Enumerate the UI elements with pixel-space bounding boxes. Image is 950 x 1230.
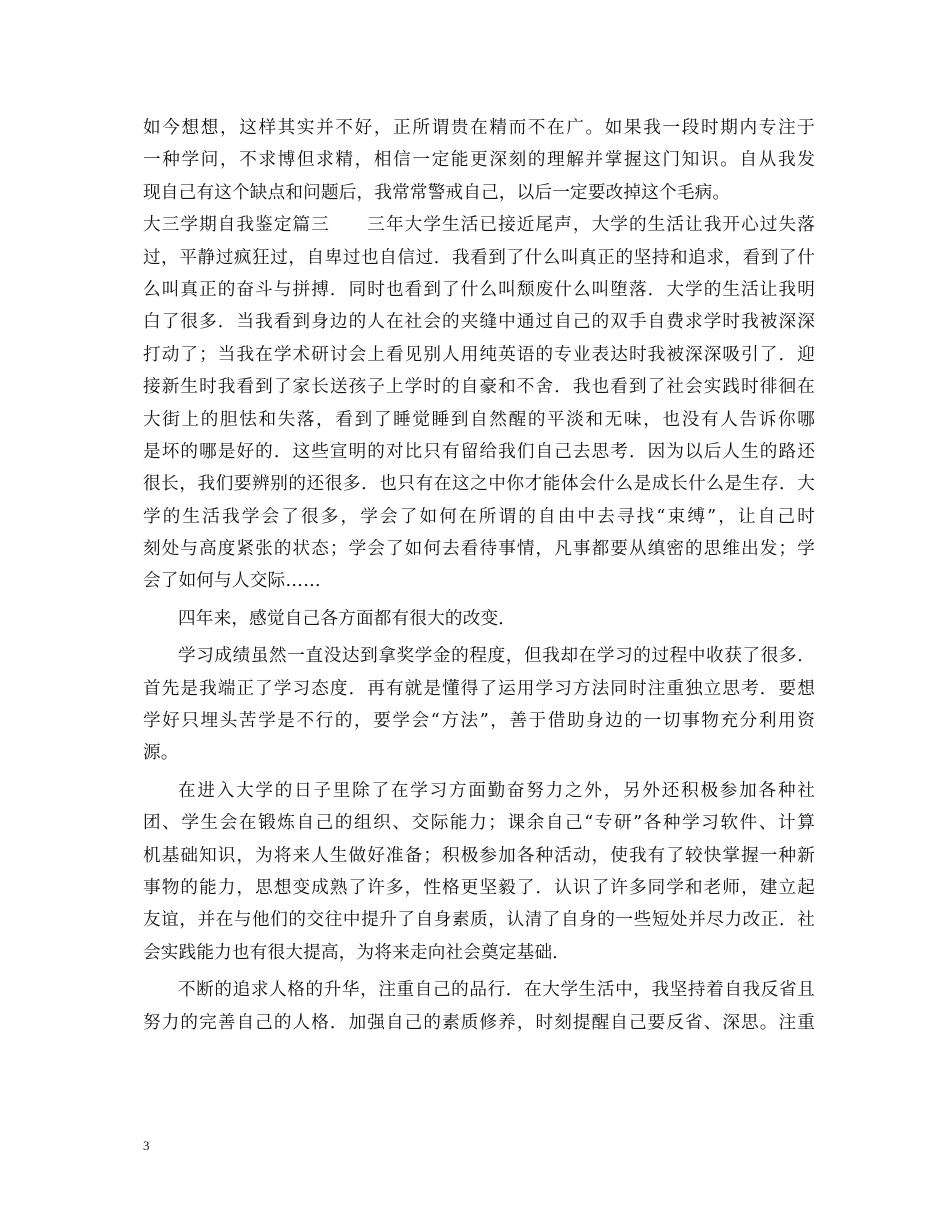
text-line: 是坏的哪是好的．这些宣明的对比只有留给我们自己去思考．因为以后人生的路还 (143, 441, 815, 462)
text-line: 很长，我们要辨别的还很多．也只有在这之中你才能体会什么是成长什么是生存．大 (143, 474, 815, 495)
document-body (143, 112, 815, 1039)
text-line: 大三学期自我鉴定篇三 三年大学生活已接近尾声，大学的生活让我开心过失落 (143, 215, 815, 236)
text-line: 源。 (143, 743, 179, 764)
text-line: 如今想想，这样其实并不好，正所谓贵在精而不在广。如果我一段时期内专注于 (143, 118, 815, 138)
text-line: 现自己有这个缺点和问题后，我常常警戒自己，以后一定要改掉这个毛病。 (143, 182, 731, 203)
text-line: 机基础知识，为将来人生做好准备；积极参加各种活动，使我有了较快掌握一种新 (143, 845, 815, 866)
text-line: 学好只埋头苦学是不行的，要学会“方法”，善于借助身边的一切事物充分利用资 (143, 711, 815, 732)
text-line: 过，平静过疯狂过，自卑过也自信过．我看到了什么叫真正的坚持和追求，看到了什 (143, 247, 815, 268)
text-line: 打动了；当我在学术研讨会上看见别人用纯英语的专业表达时我被深深吸引了．迎 (143, 344, 815, 365)
text-line: 在进入大学的日子里除了在学习方面勤奋努力之外，另外还积极参加各种社 (178, 780, 815, 801)
text-line: 学的生活我学会了很多，学会了如何在所谓的自由中去寻找“束缚”，让自己时 (143, 506, 815, 527)
text-line: 努力的完善自己的人格．加强自己的素质修养，时刻提醒自己要反省、深思。注重 (143, 1012, 815, 1033)
text-line: 一种学问，不求博但求精，相信一定能更深刻的理解并掌握这门知识。自从我发 (143, 150, 815, 171)
text-line: 不断的追求人格的升华，注重自己的品行．在大学生活中，我坚持着自我反省且 (178, 980, 815, 1001)
text-line: 四年来，感觉自己各方面都有很大的改变． (178, 608, 517, 629)
text-line: 事物的能力，思想变成熟了许多，性格更坚毅了．认识了许多同学和老师，建立起 (143, 877, 815, 898)
text-line: 么叫真正的奋斗与拼搏．同时也看到了什么叫颓废什么叫堕落．大学的生活让我明 (143, 279, 815, 300)
text-line: 团、学生会在锻炼自己的组织、交际能力；课余自己“专研”各种学习软件、计算 (143, 813, 815, 834)
text-line: 会实践能力也有很大提高，为将来走向社会奠定基础． (143, 942, 571, 963)
text-line: 大街上的胆怯和失落，看到了睡觉睡到自然醒的平淡和无味，也没有人告诉你哪 (143, 409, 815, 430)
text-line: 友谊，并在与他们的交往中提升了自身素质，认清了自身的一些短处并尽力改正．社 (143, 910, 815, 931)
text-line: 白了很多．当我看到身边的人在社会的夹缝中通过自己的双手自费求学时我被深深 (143, 312, 815, 333)
text-line: 首先是我端正了学习态度．再有就是懂得了运用学习方法同时注重独立思考．要想 (143, 678, 815, 699)
page-number: 3 (143, 1138, 150, 1153)
text-line: 接新生时我看到了家长送孩子上学时的自豪和不舍．我也看到了社会实践时徘徊在 (143, 377, 815, 398)
text-line: 刻处与高度紧张的状态；学会了如何去看待事情，凡事都要从缜密的思维出发；学 (143, 539, 815, 560)
text-line: 会了如何与人交际…… (143, 571, 321, 592)
text-line: 学习成绩虽然一直没达到拿奖学金的程度，但我却在学习的过程中收获了很多． (178, 646, 815, 667)
